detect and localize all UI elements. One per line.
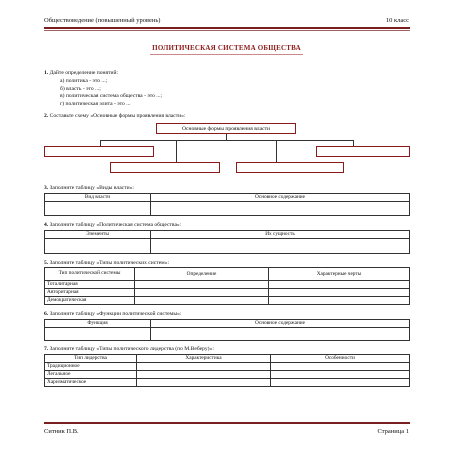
table-political-system [44, 230, 410, 254]
question-3-text: Заполните таблицу «Виды власти»: [49, 185, 134, 191]
table-cell[interactable] [269, 297, 410, 305]
table-header: Вид власти [45, 194, 151, 202]
scheme-connector [100, 140, 353, 141]
footer-author: Ситник П.В. [44, 428, 79, 435]
question-1-number: 1. [44, 70, 49, 76]
table-header: Основное содержание [151, 194, 410, 202]
table-row-label: Харизматическое [45, 379, 137, 387]
table-cell[interactable] [135, 281, 269, 289]
table-row-label: Легальное [45, 371, 137, 379]
table-cell[interactable] [137, 379, 271, 387]
table-cell[interactable] [45, 239, 151, 254]
question-5 [44, 260, 169, 266]
question-7-number: 7. [44, 346, 49, 352]
question-2 [44, 113, 186, 119]
table-cell[interactable] [151, 202, 410, 216]
table-cell[interactable] [135, 289, 269, 297]
scheme-root-box: Основные формы проявления власти [156, 123, 296, 134]
table-row-label: Демократическая [45, 297, 135, 305]
footer-page-number: Страница 1 [377, 428, 409, 435]
question-7-text: Заполните таблицу «Типы политического лидерства (по М.Веберу)»: [49, 346, 214, 352]
table-header: Тип лидерства [45, 355, 137, 363]
question-1 [44, 70, 118, 76]
table-cell[interactable] [271, 371, 410, 379]
question-6-text: Заполните таблицу «Функции политической системы»: [49, 311, 182, 317]
question-3-number: 3. [44, 185, 49, 191]
table-cell[interactable] [137, 363, 271, 371]
header-rule [44, 27, 410, 29]
question-5-number: 5. [44, 260, 49, 266]
table-cell[interactable] [151, 328, 410, 341]
table-cell[interactable] [271, 379, 410, 387]
scheme-connector [176, 140, 177, 162]
question-3 [44, 185, 134, 191]
table-header: Особенности [271, 355, 410, 363]
table-header: Тип политической системы [45, 268, 135, 281]
footer-rule [44, 422, 410, 424]
table-row-label: Авторитарная [45, 289, 135, 297]
table-header: Элементы [45, 231, 151, 239]
table-header: Их сущность [151, 231, 410, 239]
table-leadership-types [44, 354, 410, 387]
question-5-text: Заполните таблицу «Типы политических систем»: [49, 260, 170, 266]
table-cell[interactable] [135, 297, 269, 305]
question-7 [44, 346, 214, 352]
scheme-box [236, 162, 344, 173]
table-row-label: Традиционное [45, 363, 137, 371]
header-subject: Обществоведение (повышенный уровень) [44, 17, 161, 24]
question-4-text: Заполните таблицу «Политическая система общества»: [49, 222, 182, 228]
table-system-functions [44, 319, 410, 341]
table-header: Определение [135, 268, 269, 281]
table-cell[interactable] [45, 328, 151, 341]
question-1-text: Дайте определение понятий: [49, 70, 119, 76]
page-title: ПОЛИТИЧЕСКАЯ СИСТЕМА ОБЩЕСТВА [152, 44, 301, 52]
scheme-box [110, 162, 220, 173]
header-rule-thin [44, 30, 410, 31]
question-1-items [60, 78, 162, 108]
question-6 [44, 311, 181, 317]
table-power-types [44, 193, 410, 216]
question-6-number: 6. [44, 311, 49, 317]
table-header: Характеристика [137, 355, 271, 363]
header-grade: 10 класс [385, 17, 409, 24]
table-cell[interactable] [151, 239, 410, 254]
table-row-label: Тоталитарная [45, 281, 135, 289]
question-1-item: а) политика - это ...; [60, 78, 108, 84]
table-header: Характерные черты [269, 268, 410, 281]
question-2-text: Составьте схему «Основные формы проявления власти»: [49, 113, 186, 119]
table-header: Функция [45, 320, 151, 328]
question-4 [44, 222, 181, 228]
table-cell[interactable] [269, 289, 410, 297]
table-cell[interactable] [269, 281, 410, 289]
table-cell[interactable] [45, 202, 151, 216]
question-1-item: г) политическая элита - это ... [60, 100, 131, 107]
question-2-number: 2. [44, 113, 49, 119]
table-cell[interactable] [271, 363, 410, 371]
scheme-box [44, 146, 154, 157]
table-header: Основное содержание [151, 320, 410, 328]
title-underline [150, 54, 303, 55]
table-cell[interactable] [137, 371, 271, 379]
question-4-number: 4. [44, 222, 49, 228]
table-system-types [44, 267, 410, 305]
question-1-item: в) политическая система общества - это ...; [60, 93, 163, 100]
question-1-item: б) власть - это ...; [60, 85, 101, 92]
scheme-box [316, 146, 410, 157]
scheme-connector [276, 140, 277, 162]
